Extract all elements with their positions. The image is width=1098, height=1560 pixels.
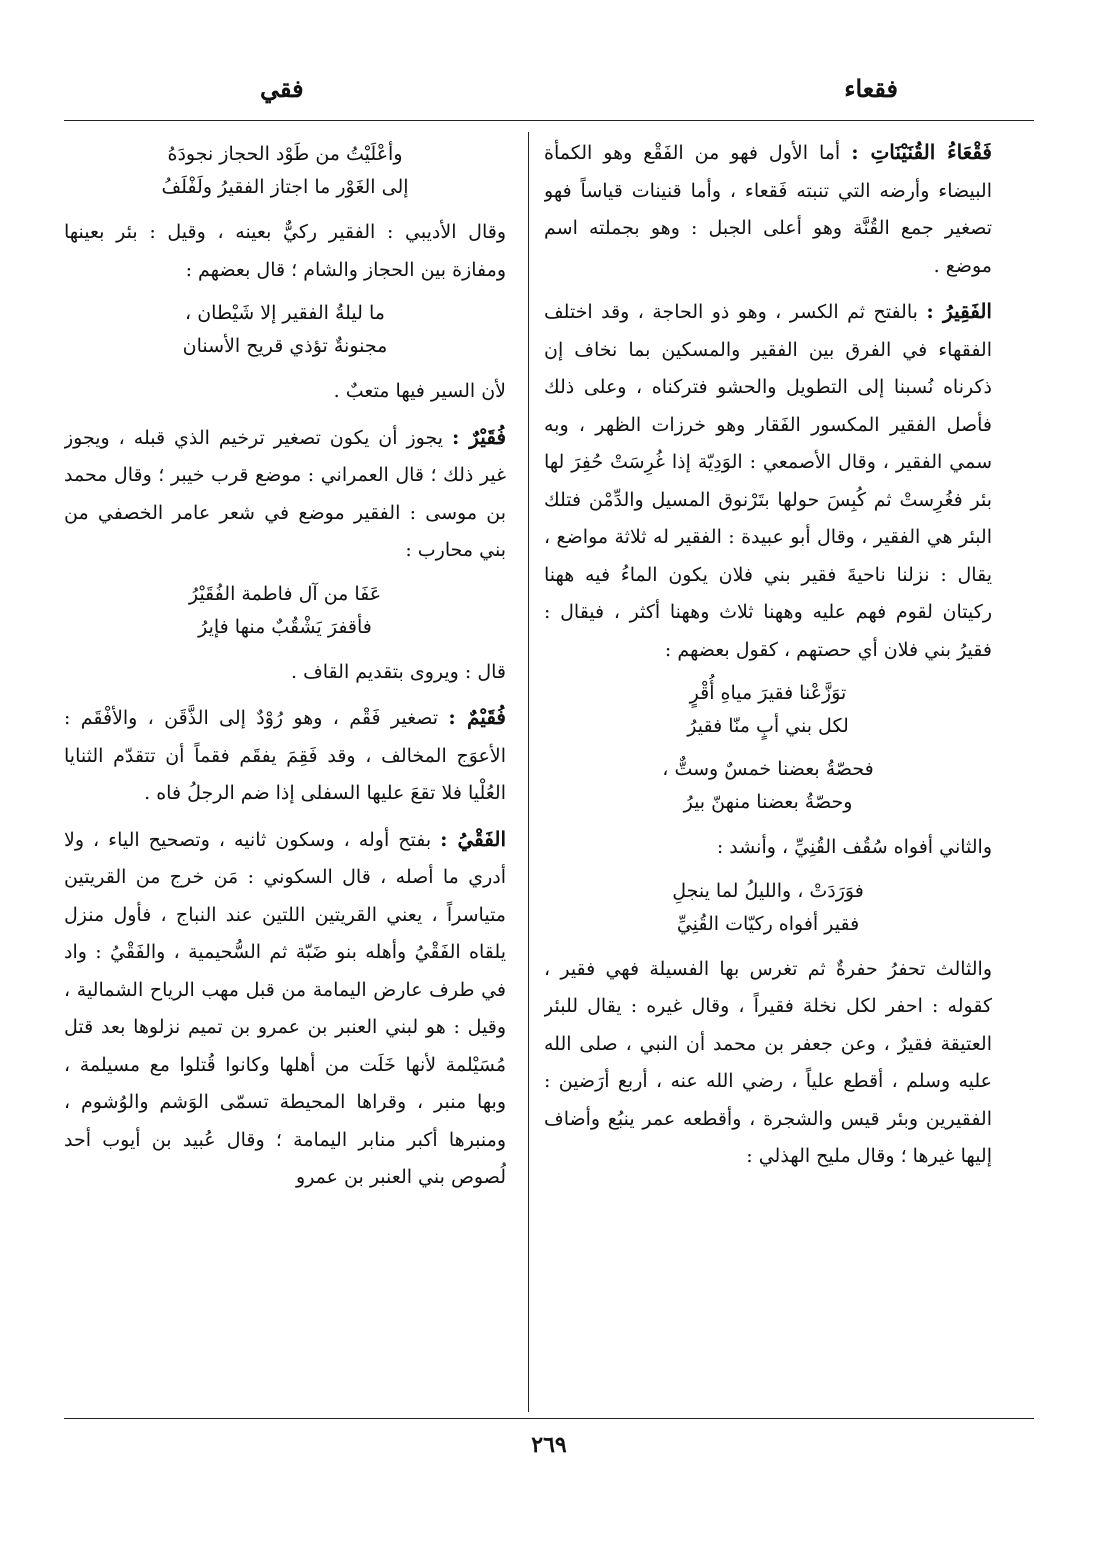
- verse-line: مجنونةٌ تؤذي قريح الأسنان: [182, 335, 388, 357]
- verse-line: ما ليلةُ الفقير إلا شَيْطان ،: [185, 302, 385, 324]
- verse-line: وأعْلَيْتُ من طَوْد الحجاز نجودَهُ: [167, 143, 403, 165]
- entry-headword: الفَقِيرُ :: [926, 299, 992, 323]
- entry-headword: الفَقْيُ :: [440, 826, 506, 851]
- poem-verse: [544, 677, 992, 743]
- paragraph: والثالث تحفرُ حفرةٌ ثم تغرس بها الفسيلة فهي فقير ، كقوله : احفر لكل نخلة فقيراً ، وقال غيره : يقال للبئر العتيقة فقيرٌ ، وعن جعفر بن محمد أن النبي ، صلى الله عليه وسلم ، أقطع علياً ، رضي الله عنه ، أربع أرَضين : الفقيرين وبئر قيس والشجرة ، وأقطعه عمر ينبُع وأضاف إليها غيرها ؛ وقال مليح الهذلي :: [544, 957, 992, 1167]
- dictionary-entry: [64, 699, 506, 813]
- paragraph: والثاني أفواه سُقُف القُنِيِّ ، وأنشد :: [716, 836, 992, 858]
- poem-verse: [64, 138, 506, 204]
- right-column: [544, 134, 992, 1412]
- verse-line: توَزَّعْنا فقيرَ مياهِ أُقْرٍ: [689, 682, 847, 704]
- verse-line: عَفَا من آل فاطمة الفُقَيْرُ: [188, 582, 382, 605]
- paragraph: قال : ويروى بتقديم القاف .: [290, 660, 506, 683]
- entry-headword: فُقَيْرٌ :: [452, 424, 506, 449]
- header-left-word: فقي: [260, 74, 304, 103]
- entry-text: يجوز أن يكون تصغير ترخيم الذي قبله ، ويجوز غير ذلك ؛ قال العمراني : موضع قرب خيبر ؛ وقال محمد بن موسى : الفقير موضع في شعر عامر الخصفي من بني محارب :: [64, 426, 506, 561]
- poem-verse: [544, 875, 992, 941]
- verse-line: فوَرَدَتْ ، والليلُ لما ينجلِ: [672, 879, 864, 902]
- poem-verse: [64, 297, 506, 363]
- dictionary-entry: [544, 134, 992, 285]
- dictionary-entry: [64, 821, 506, 1197]
- dictionary-entry: [64, 419, 506, 570]
- verse-line: لكل بني أبٍ منّا فقيرُ: [687, 715, 849, 737]
- entry-headword: فُقَيْمٌ :: [448, 705, 506, 729]
- verse-line: فأقفرَ يَشْقُبٌ منها فإيرُ: [198, 615, 372, 638]
- column-divider: [528, 132, 529, 1412]
- entry-text: بفتح أوله ، وسكون ثانيه ، وتصحيح الياء ، ولا أدري ما أصله ، قال السكوني : مَن خرج من القريتين متياسراً ، يعني القريتين اللتين عند النباج ، فأول منزل يلقاه الفَقْيُ وأهله بنو ضَبّة ثم السُّحيمية ، والفَقْيُ : واد في طرف عارض اليمامة من قبل مهب الرياح الشمالية ، وقيل : هو لبني العنبر بن عمرو بن تميم نزلوها بعد قتل مُسَيْلمة لأنها خَلَت من أهلها وكانوا قُتلوا مع مسيلمة ، وبها منبر ، وقراها المحيطة تسمّى الوَشم والوُشوم ، ومنبرها أكبر منابر اليمامة ؛ وقال عُبيد بن أيوب أحد لُصوص بني العنبر بن عمرو: [64, 828, 506, 1188]
- poem-verse: [64, 578, 506, 644]
- top-rule: [64, 120, 1034, 121]
- bottom-rule: [64, 1418, 1034, 1419]
- paragraph: وقال الأديبي : الفقير ركيٌّ بعينه ، وقيل : بئر بعينها ومفازة بين الحجاز والشام ؛ قال بعضهم :: [64, 221, 506, 281]
- verse-line: وحصّةُ بعضنا منهنّ بيرُ: [683, 791, 853, 813]
- paragraph: لأن السير فيها متعبٌ .: [333, 380, 506, 402]
- poem-verse: [544, 753, 992, 819]
- entry-headword: فَقْعَاءُ القُنَيْنَاتِ :: [851, 140, 992, 164]
- left-column: [64, 134, 506, 1412]
- dictionary-entry: [544, 293, 992, 669]
- verse-line: فحصّةُ بعضنا خمسٌ وستٌّ ،: [662, 758, 874, 780]
- page-number: ٢٦٩: [531, 1432, 567, 1458]
- entry-text: أما الأول فهو من الفَقْع وهو الكمأة البيضاء وأرضه التي تنبته فَقعاء ، وأما قنينات قياساً فهو تصغير جمع القُنَّة وهو أعلى الجبل : وهو بجملته اسم موضع .: [544, 142, 992, 277]
- entry-text: تصغير فَقْم ، وهو رُوْدٌ إلى الذَّقَن ، والأفْقَم : الأعوَج المخالف ، وقد فَقِمَ يفقَم فقماً أن تتقدّم الثنايا العُلْيا فلا تقعَ عليها السفلى إذا ضم الرجلُ فاه .: [64, 707, 506, 804]
- header-right-word: فقعاء: [844, 74, 898, 103]
- verse-line: فقير أفواه ركيّات القُنِيِّ: [676, 912, 860, 935]
- verse-line: إلى الغَوْر ما اجتاز الفقيرُ ولَفْلَفُ: [161, 176, 409, 198]
- entry-text: بالفتح ثم الكسر ، وهو ذو الحاجة ، وقد اختلف الفقهاء في الفرق بين الفقير والمسكين بما نخاف إن ذكرناه نُسبنا إلى التطويل والحشو فتركناه ، وعلى ذلك فأصل الفقير المكسور الفَقار وهو خرزات الظهر ، وبه سمي الفقير ، وقال الأصمعي : الوَدِيّة إذا غُرِسَتْ حُفِرَ لها بئر فغُرِستْ ثم كُبِسَ حولها بتَرْنوق المسيل والدِّمْن فتلك البئر هي الفقير ، وقال أبو عبيدة : الفقير له ثلاثة مواضع ، يقال : نزلنا ناحيةَ فقير بني فلان يكون الماءُ فيه ههنا ركيتان لقوم فهم عليه وههنا ثلاث وههنا أكثر ، فيقال : فقيرُ بني فلان أي حصتهم ، كقول بعضهم :: [544, 301, 992, 661]
- page-header: [60, 74, 1038, 118]
